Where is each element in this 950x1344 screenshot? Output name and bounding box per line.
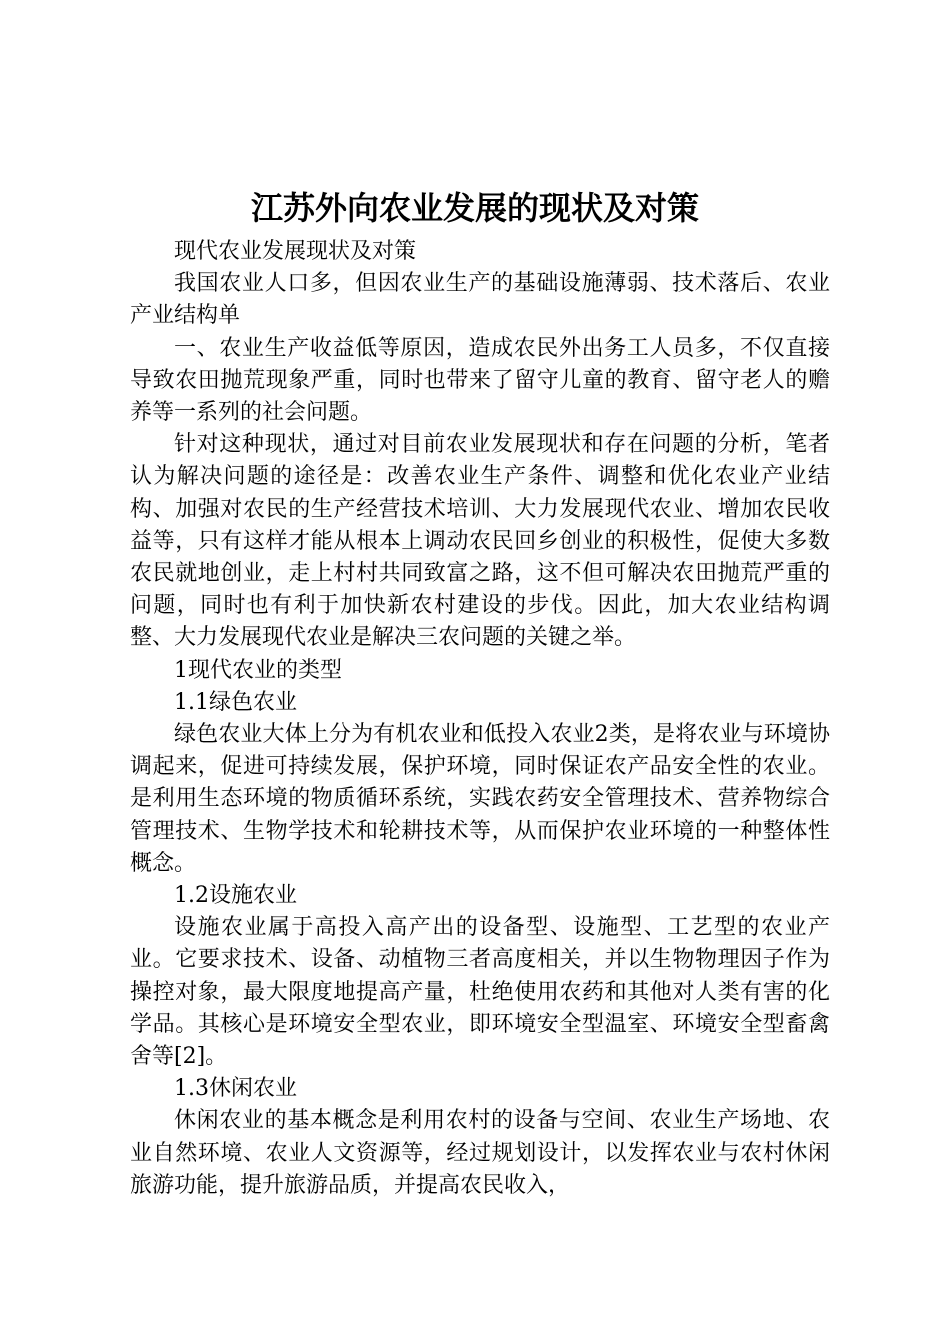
paragraph-subtitle: 现代农业发展现状及对策 [174,239,417,264]
document-title: 江苏外向农业发展的现状及对策 [250,189,699,227]
document-body [130,236,830,1202]
paragraph: 设施农业属于高投入高产出的设备型、设施型、工艺型的农业产业。它要求技术、设备、动植物三者高度相关，并以生物物理因子作为操控对象，最大限度地提高产量，杜绝使用农药和其他对人类有害的化学品。其核心是环境安全型农业，即环境安全型温室、环境安全型畜禽舍等[2]。 [130,915,830,1070]
subsection-heading: 1.2设施农业 [174,883,297,909]
paragraph: 我国农业人口多，但因农业生产的基础设施薄弱、技术落后、农业产业结构单 [130,271,830,329]
paragraph: 针对这种现状，通过对目前农业发展现状和存在问题的分析，笔者认为解决问题的途径是：改善农业生产条件、调整和优化农业产业结构、加强对农民的生产经营技术培训、大力发展现代农业、增加农民收益等，只有这样才能从根本上调动农民回乡创业的积极性，促使大多数农民就地创业，走上村村共同致富之路，这不但可解决农田抛荒严重的问题，同时也有利于加快新农村建设的步伐。因此，加大农业结构调整、大力发展现代农业是解决三农问题的关键之举。 [130,432,830,651]
paragraph: 一、农业生产收益低等原因，造成农民外出务工人员多，不仅直接导致农田抛荒现象严重，同时也带来了留守儿童的教育、留守老人的赡养等一系列的社会问题。 [130,335,830,426]
paragraph: 休闲农业的基本概念是利用农村的设备与空间、农业生产场地、农业自然环境、农业人文资源等，经过规划设计，以发挥农业与农村休闲旅游功能，提升旅游品质，并提高农民收入， [130,1108,830,1198]
paragraph: 绿色农业大体上分为有机农业和低投入农业2类，是将农业与环境协调起来，促进可持续发展，保护环境，同时保证农产品安全性的农业。是利用生态环境的物质循环系统，实践农药安全管理技术、营养物综合管理技术、生物学技术和轮耕技术等，从而保护农业环境的一种整体性概念。 [130,722,830,876]
subsection-heading: 1.3休闲农业 [174,1076,297,1102]
subsection-heading: 1.1绿色农业 [174,689,297,715]
section-heading: 1现代农业的类型 [174,657,342,683]
